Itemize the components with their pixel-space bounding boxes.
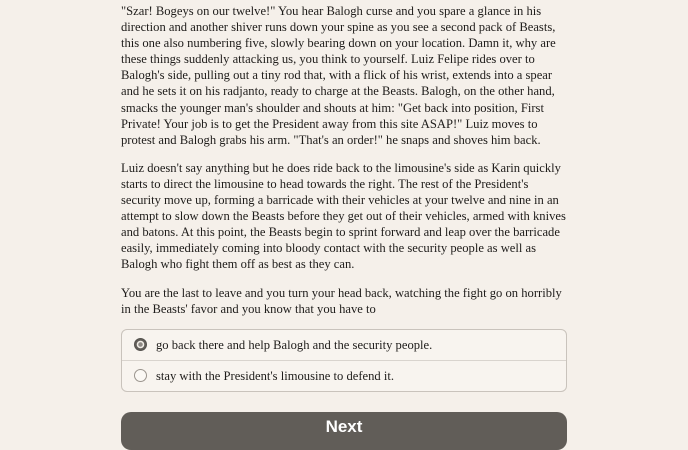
story-paragraph-1: "Szar! Bogeys on our twelve!" You hear Balogh curse and you spare a glance in his direction and another shiver runs down your spine as you see a second pack of Beasts, this one also numbering five, slowly bearing down on your location. Damn it, why are these things suddenly attacking us, you think to yourself. Luiz Felipe rides over to Balogh's side, pulling out a tiny rod that, with a flick of his wrist, extends into a spear and he sets it on his radjanto, ready to charge at the Beasts. Balogh, on the other hand, smacks the younger man's shoulder and shouts at him: "Get back into position, First Private! Your job is to get the President away from this site ASAP!" Luiz moves to protest and Balogh grabs his arm. "That's an order!" he snaps and shoves him back. xyxy=(121,4,556,147)
choice-option-stay-limousine[interactable] xyxy=(122,360,566,391)
choice-list xyxy=(121,329,567,392)
choice-option-help-balogh[interactable] xyxy=(122,330,566,360)
story-paragraph-3: You are the last to leave and you turn your head back, watching the fight go on horribly in the Beasts' favor and you know that you have to xyxy=(121,285,562,316)
story-page xyxy=(121,0,567,450)
next-button[interactable]: Next xyxy=(121,412,567,450)
story-text xyxy=(121,3,567,317)
radio-button-unselected[interactable] xyxy=(134,369,147,382)
choice-label: go back there and help Balogh and the security people. xyxy=(156,337,433,352)
story-paragraph-2: Luiz doesn't say anything but he does ride back to the limousine's side as Karin quickly starts to direct the limousine to head towards the right. The rest of the President's security move up, forming a barricade with their vehicles at your twelve and nine in an attempt to slow down the Beasts before they get out of their vehicles, armed with knives and batons. At this point, the Beasts begin to sprint forward and leap over the barricade easily, immediately coming into bloody contact with the security people as well as Balogh who fight them off as best as they can. xyxy=(121,160,566,272)
radio-button-selected[interactable] xyxy=(134,338,147,351)
choice-label: stay with the President's limousine to defend it. xyxy=(156,368,395,383)
